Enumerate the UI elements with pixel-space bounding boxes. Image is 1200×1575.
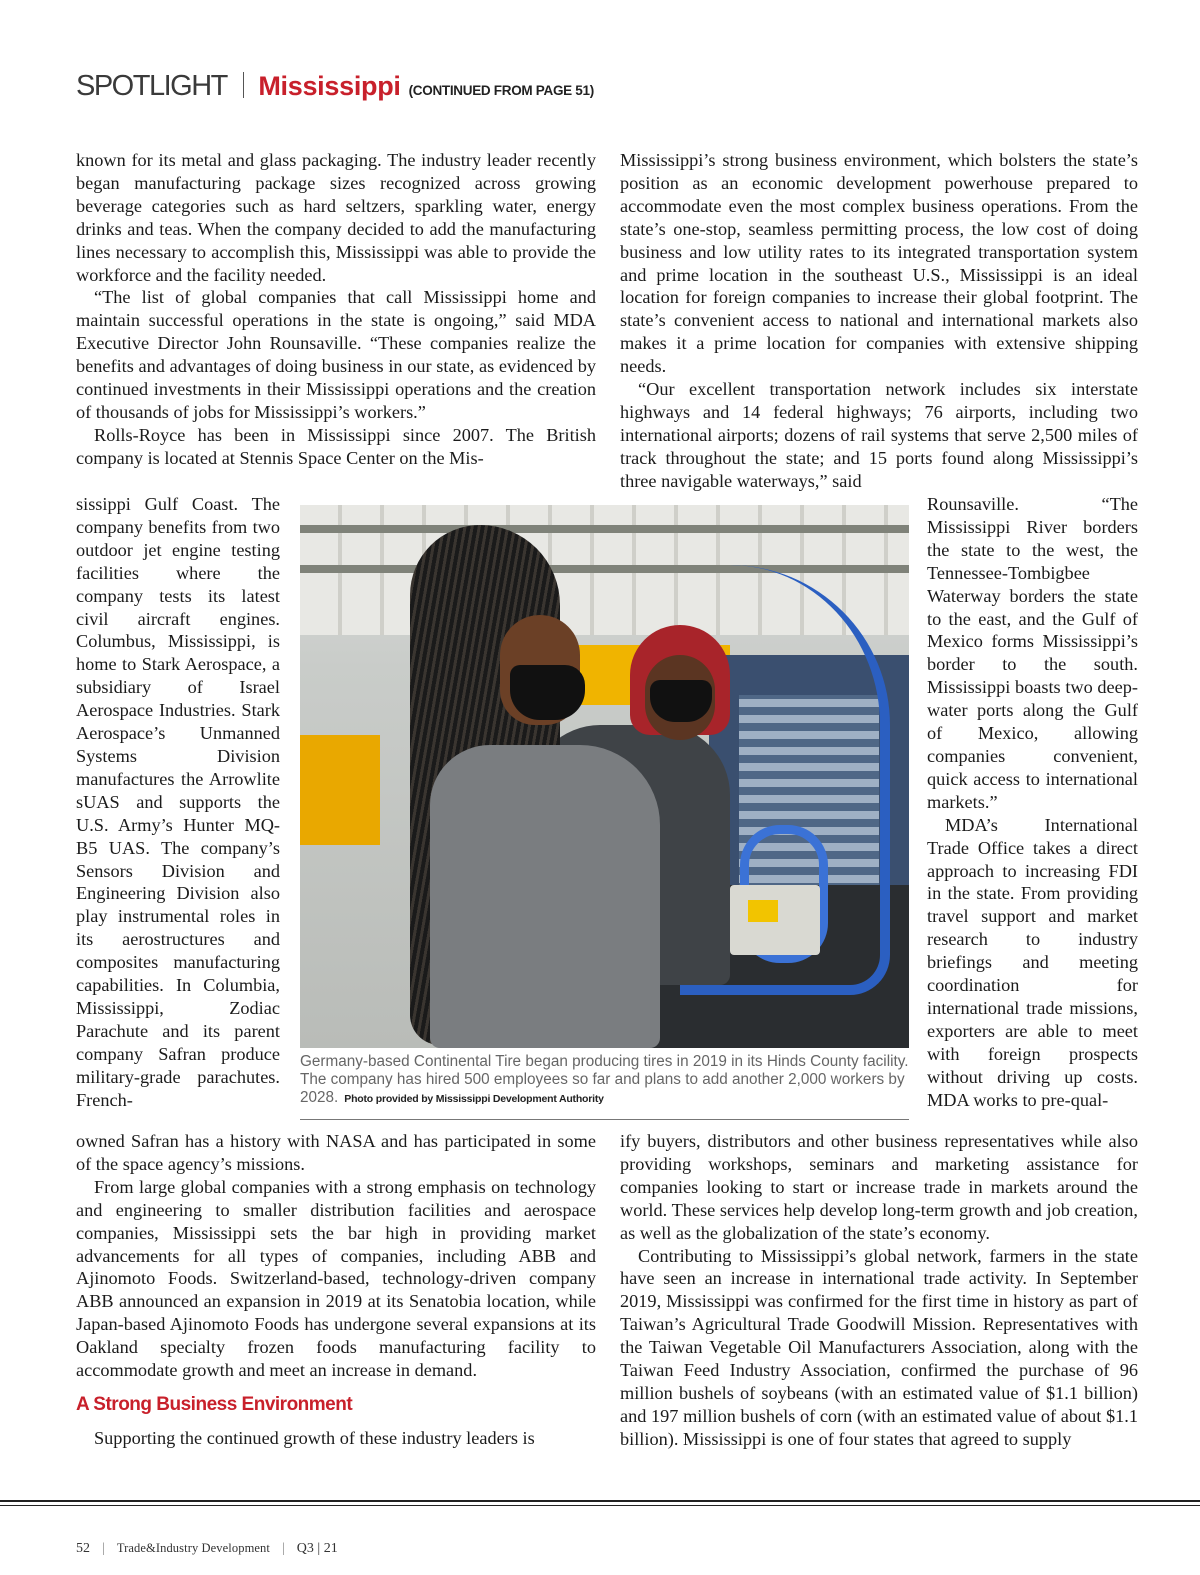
photo-credit: Photo provided by Mississippi Development Authority [344,1093,604,1105]
caption-text: Germany-based Continental Tire began producing tires in 2019 in its Hinds County facility. The company has hired 500 employees so far and plans to add another 2,000 workers by 2028. [300,1053,909,1106]
worker-1-mask [510,665,585,720]
photo-caption [300,1053,909,1108]
paragraph: Mississippi’s strong business environment, which bolsters the state’s position as an economic development powerhouse prepared to accommodate even the most complex business operations. From the state’s one-stop, seamless permitting process, the low cost of doing business and low utility rates to its integrated transportation system and prime location in the southeast U.S., Mississippi is an ideal location for foreign companies to increase their global footprint. The state’s convenient access to national and international markets also makes it a prime location for companies with extensive shipping needs. [620,150,1138,377]
caption-rule [300,1119,909,1120]
continued-note: (CONTINUED FROM PAGE 51) [408,83,594,98]
paragraph: known for its metal and glass packaging. The industry leader recently began manufacturing package sizes recognized across growing beverage categories such as hard seltzers, sparkling water, energy drinks and teas. When the company decided to add the manufacturing lines necessary to accomplish this, Mississippi was able to provide the workforce and the facility needed. [76,150,596,285]
paragraph: From large global companies with a strong emphasis on technology and engineering to smaller distribution facilities and aerospace companies, Mississippi sets the bar high in providing market advancements for all types of companies, including ABB and Ajinomoto Foods. Switzerland-based, technology-driven company ABB announced an expansion in 2019 at its Senatobia location, while Japan-based Ajinomoto Foods has undergone several expansions at its Oakland specialty frozen foods manufacturing facility to accommodate growth and meet an increase in demand. [76,1176,596,1381]
footer-rule [0,1505,1200,1506]
paragraph: ify buyers, distributors and other business representatives while also providing workshops, seminars and marketing assistance for companies looking to start or increase trade in markets around the world. These services help develop long-term growth and job creation, as well as the globalization of the state’s economy. [620,1131,1138,1243]
page-footer: 52 | Trade&Industry Development | Q3 | 21 [76,1541,338,1556]
left-column-top [76,149,596,470]
header-divider [243,72,245,98]
paragraph: Supporting the continued growth of these industry leaders is [94,1427,535,1448]
right-column-bottom [620,1130,1138,1451]
paragraph: Contributing to Mississippi’s global network, farmers in the state have seen an increase in international trade activity. In September 2019, Mississippi was confirmed for the first time in history as part of Taiwan’s Agricultural Trade Goodwill Mission. Representatives with the Taiwan Vegetable Oil Manufacturers Association, along with the Taiwan Feed Industry Association, confirmed the purchase of 96 million bushels of soybeans (with an estimated value of $1.1 billion) and 197 million bushels of corn (with an estimated value of about $1.1 billion). Mississippi is one of four states that agreed to supply [620,1245,1138,1449]
left-wrap-text [76,493,280,1111]
paragraph: “Our excellent transportation network includes six interstate highways and 14 federal highways; 76 airports, including two international airports; dozens of rail systems that serve 2,500 miles of track throughout the state; and 15 ports found along Mississippi’s three navigable waterways,” said [620,379,1138,491]
paragraph: sissippi Gulf Coast. The company benefits from two outdoor jet engine testing facilities where the company tests its latest civil aircraft engines. Columbus, Mississippi, is home to Stark Aerospace, a subsidiary of Israel Aerospace Industries. Stark Aerospace’s Unmanned Systems Division manufactures the Arrowlite sUAS and supports the U.S. Army’s Hunter MQ-B5 UAS. The company’s Sensors Division and Engineering Division also play instrumental roles in its aerostructures and composites manufacturing capabilities. In Columbia, Mississippi, Zodiac Parachute and its parent company Safran produce military-grade parachutes. French- [76,494,280,1110]
paragraph: “The list of global companies that call Mississippi home and maintain successful operations in the state is ongoing,” said MDA Executive Director John Rounsaville. “These companies realize the benefits and advantages of doing business in our state, as evidenced by continued investments in their Mississippi operations and the creation of thousands of jobs for Mississippi’s workers.” [76,287,596,422]
paragraph: Rounsaville. “The Mississippi River borders the state to the west, the Tennessee-Tombigbee Waterway borders the state to the east, and the Gulf of Mexico forms Mississippi’s border to the south. Mississippi boasts two deep-water ports along the Gulf of Mexico, allowing companies convenient, quick access to international markets.” [927,494,1138,812]
ceiling-beam [300,565,909,573]
factory-photo [300,505,909,1048]
worker-1 [430,745,660,1048]
right-wrap-text [927,493,1138,1111]
section-label: SPOTLIGHT [76,70,227,102]
footer-rule [0,1500,1200,1502]
page-number: 52 [76,1541,90,1556]
paragraph: MDA’s International Trade Office takes a direct approach to increasing FDI in the state. From providing travel support and market research to industry briefings and meeting coordination for international trade missions, exporters are able to meet with foreign prospects without driving up costs. MDA works to pre-qual- [927,814,1138,1110]
left-column-bottom [76,1130,596,1450]
page-header [76,70,594,106]
paragraph: Rolls-Royce has been in Mississippi since 2007. The British company is located at Stennis Space Center on the Mis- [76,424,596,468]
warning-label [748,900,778,922]
right-column-top [620,149,1138,493]
subheading: A Strong Business Environment [76,1393,353,1415]
publication-name: Trade&Industry Development [116,1541,270,1555]
paragraph: owned Safran has a history with NASA and has participated in some of the space agency’s missions. [76,1131,596,1174]
ceiling-beam [300,525,909,533]
issue-label: Q3 | 21 [296,1541,338,1556]
state-title: Mississippi [258,71,401,101]
machine-frame [300,735,380,845]
